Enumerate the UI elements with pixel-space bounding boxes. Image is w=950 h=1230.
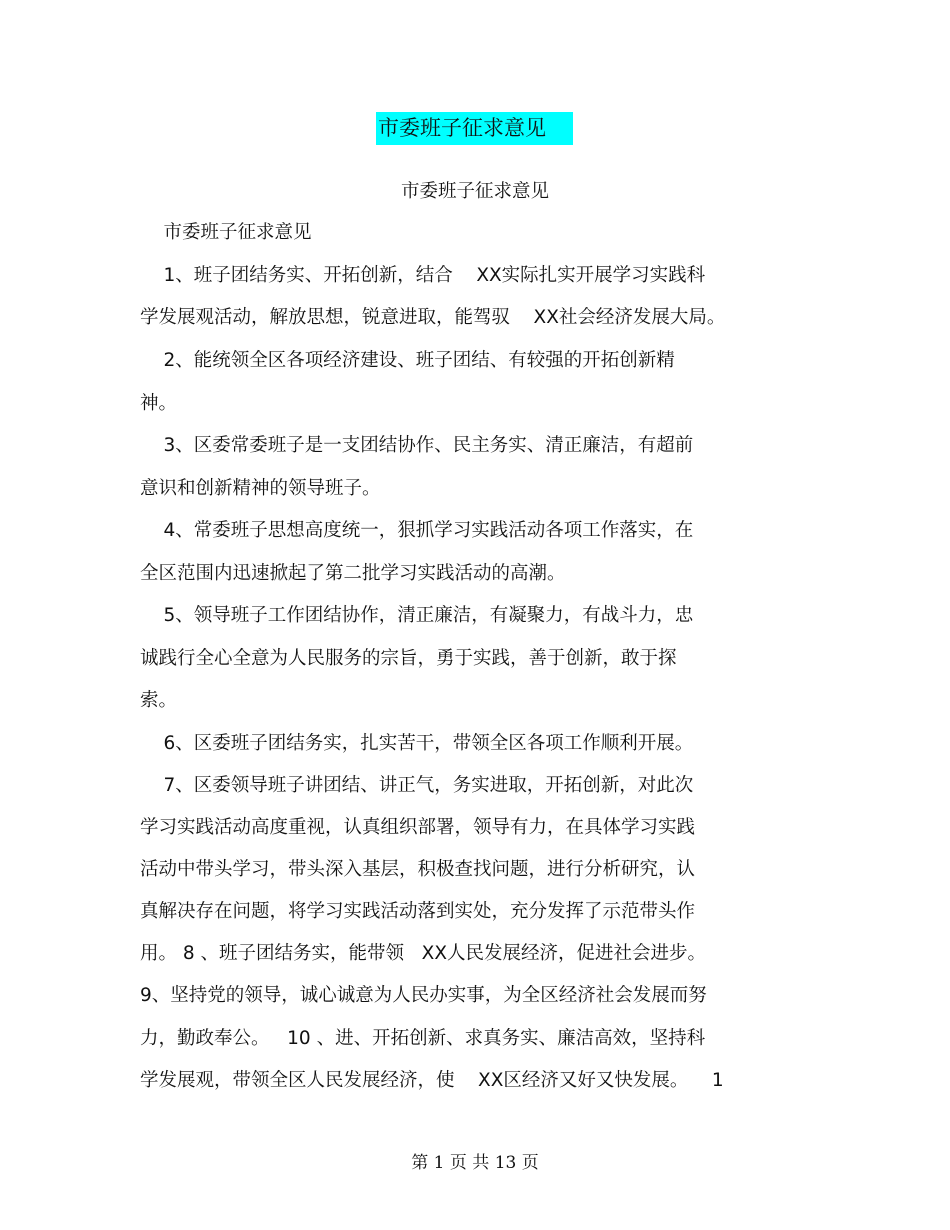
body-line: 全区范围内迅速掀起了第二批学习实践活动的高潮。 <box>140 563 566 584</box>
page-footer: 第 1 页 共 13 页 <box>411 1153 539 1173</box>
body-line: 诚践行全心全意为人民服务的宗旨，勇于实践，善于创新，敢于探 <box>140 648 677 669</box>
body-line: 市委班子征求意见 <box>140 222 312 243</box>
body-line: 真解决存在问题，将学习实践活动落到实处，充分发挥了示范带头作 <box>140 901 696 922</box>
body-line: 2、能统领全区各项经济建设、班子团结、有较强的开拓创新精 <box>140 350 675 371</box>
body-line: 学发展观，带领全区人民发展经济，使 XX区经济又好又快发展。 1 <box>140 1070 724 1091</box>
body-line: 7、区委领导班子讲团结、讲正气，务实进取，开拓创新，对此次 <box>140 775 694 796</box>
body-line: 9、坚持党的领导，诚心诚意为人民办实事，为全区经济社会发展而努 <box>140 985 707 1006</box>
body-line: 学发展观活动，解放思想，锐意进取，能驾驭 XX社会经济发展大局。 <box>140 307 726 328</box>
body-line: 活动中带头学习，带头深入基层，积极查找问题，进行分析研究，认 <box>140 859 696 880</box>
body-line: 4、常委班子思想高度统一，狠抓学习实践活动各项工作落实，在 <box>140 520 694 541</box>
body-line: 索。 <box>140 690 178 711</box>
body-line: 神。 <box>140 393 178 414</box>
body-line: 6、区委班子团结务实，扎实苦干，带领全区各项工作顺利开展。 <box>140 733 694 754</box>
body-line: 意识和创新精神的领导班子。 <box>140 478 381 499</box>
body-line: 5、领导班子工作团结协作，清正廉洁，有凝聚力，有战斗力，忠 <box>140 605 694 626</box>
document-title: 市委班子征求意见 <box>376 112 573 145</box>
body-line: 1、班子团结务实、开拓创新，结合 XX实际扎实开展学习实践科 <box>140 265 706 286</box>
document-subtitle: 市委班子征求意见 <box>400 181 549 202</box>
body-line: 学习实践活动高度重视，认真组织部署，领导有力，在具体学习实践 <box>140 817 696 838</box>
body-line: 3、区委常委班子是一支团结协作、民主务实、清正廉洁，有超前 <box>140 435 694 456</box>
body-line: 用。 8 、班子团结务实，能带领 XX人民发展经济，促进社会进步。 <box>140 943 707 964</box>
body-line: 力，勤政奉公。 10 、进、开拓创新、求真务实、廉洁高效，坚持科 <box>140 1028 706 1049</box>
